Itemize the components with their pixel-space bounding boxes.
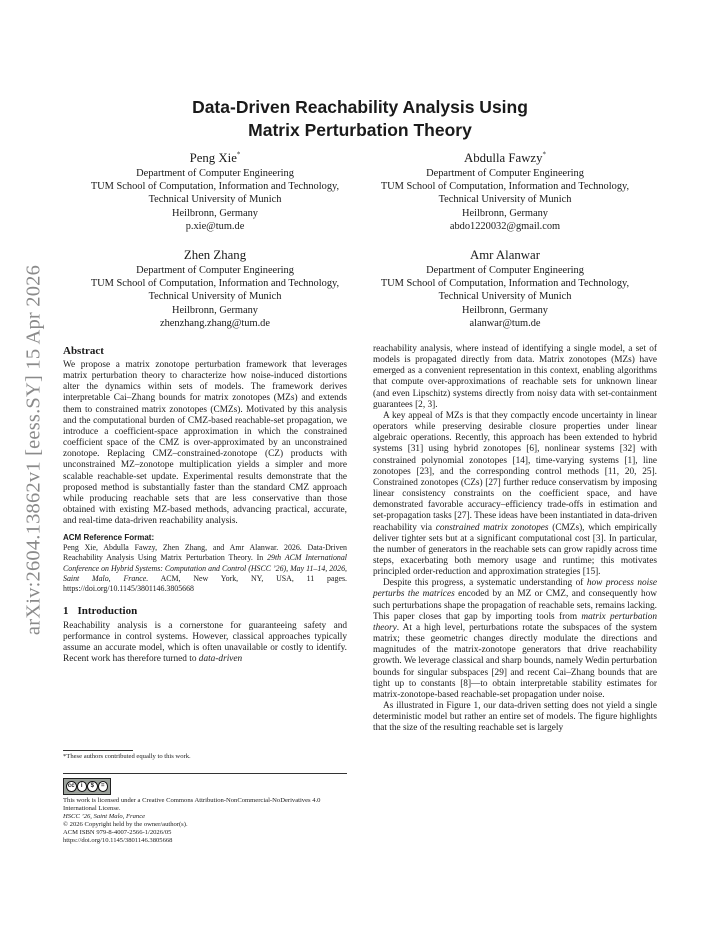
footnote: *These authors contributed equally to this work. bbox=[63, 753, 191, 760]
body-paragraph: A key appeal of MZs is that they compactly encode uncertainty in linear operators while preserving desirable closure properties under linear algebraic operations. Recently, this approach has been extended to hybrid systems [31] using hybrid zonotopes [6], nonlinear systems [32] with constrained polynomial zonotopes [14], time-varying systems [1], line zonotopes [23], and the corresponding control methods [11, 20, 25]. Constrained zonotopes (CZs) [27] further reduce conservatism by imposing linear consistency constraints on the coefficient space, and have demonstrated favorable accuracy–efficiency trade-offs in estimation and set-propagation tasks [27]. These ideas have been instantiated in data-driven reachability via constrained matrix zonotopes (CMZs), which empirically deliver tighter sets but at a significant computational cost [3]. In particular, the number of generators in the reachable sets can grow rapidly across time steps, exacerbating both memory usage and runtime; this motivates principled order-reduction and approximation strategies [15]. bbox=[373, 410, 658, 578]
body-paragraph: As illustrated in Figure 1, our data-driven setting does not yield a single deterministic model but rather an entire set of models. The figure highlights that the size of the resulting reachable set is largely bbox=[373, 701, 657, 734]
author-location: Heilbronn, Germany bbox=[172, 304, 258, 316]
nc-icon: $ bbox=[87, 781, 98, 792]
author-dept: Department of Computer Engineering bbox=[426, 265, 584, 276]
author-school: TUM School of Computation, Information and Technology, bbox=[90, 181, 340, 193]
isbn-line: ACM ISBN 979-8-4007-2566-1/2026/05 bbox=[63, 829, 172, 837]
author-block bbox=[70, 248, 360, 330]
introduction-text: Reachability analysis is a cornerstone for guaranteeing safety and performance in control systems. However, classical approaches typically assume an accurate model, which is often unavailable or costly to identify. Recent work has therefore turned to data-driven bbox=[63, 620, 347, 665]
section-heading-introduction: 1 Introduction bbox=[63, 604, 138, 617]
body-paragraph: reachability analysis, where instead of identifying a single model, a set of models is propagated directly from data. Matrix zonotopes (MZs) have emerged as a convenient representation in this context, enabling algorithms that compute over-approximations of reachable sets for unknown linear (and even Lipschitz) systems directly from noisy data with set-containment guarantees [2, 3]. bbox=[373, 344, 657, 410]
author-dept: Department of Computer Engineering bbox=[136, 265, 294, 276]
author-location: Heilbronn, Germany bbox=[462, 304, 548, 316]
author-univ: Technical University of Munich bbox=[438, 194, 572, 206]
author-block bbox=[70, 151, 360, 233]
left-column bbox=[63, 344, 347, 665]
author-name: Amr Alanwar bbox=[469, 248, 540, 262]
author-school: TUM School of Computation, Information and Technology, bbox=[380, 181, 630, 193]
right-column bbox=[373, 344, 657, 734]
abstract-heading: Abstract bbox=[63, 345, 104, 357]
author-email[interactable]: p.xie@tum.de bbox=[185, 220, 245, 232]
license-statement: This work is licensed under a Creative Commons Attribution-NonCommercial-NoDerivatives 4.0 International License. bbox=[63, 797, 321, 813]
cc-icon: cc bbox=[66, 781, 77, 792]
body-paragraph: Despite this progress, a systematic understanding of how process noise perturbs the matrices encoded by an MZ or CMZ, and consequently how such perturbations shape the propagation of reachable sets, remains lacking. This paper closes that gap by importing tools from matrix perturbation theory. At a high level, perturbations rotate the subspaces of the system matrix; these geometric changes directly modulate the directions and magnitudes of the matrix-zonotope generators that drive reachability growth. We leverage classical and sharp bounds, namely Wedin perturbation bounds for singular subspaces [29] and recent Cai–Zhang bounds that are tight up to constants [8]—to obtain interpretable stability estimates for matrix-zonotope-based reachable-set propagation under noise. bbox=[373, 578, 657, 700]
author-univ: Technical University of Munich bbox=[438, 291, 572, 303]
author-email[interactable]: zhenzhang.zhang@tum.de bbox=[160, 317, 270, 329]
footnote-divider bbox=[63, 750, 133, 751]
acm-reference-text: Peng Xie, Abdulla Fawzy, Zhen Zhang, and Amr Alanwar. 2026. Data-Driven Reachability Analysis Using Matrix Perturbation Theory. In 29th ACM International Conference on Hybrid Systems: Computation and Control (HSCC ’26), May 11–14, 2026, Saint Malo, France. ACM, New York, NY, USA, 11 pages. https://doi.org/10.1145/3801146.3805668 bbox=[63, 543, 347, 593]
author-block bbox=[360, 248, 650, 330]
arxiv-identifier bbox=[14, 250, 54, 650]
author-dept: Department of Computer Engineering bbox=[136, 168, 294, 179]
by-icon: i bbox=[77, 781, 88, 792]
author-block bbox=[360, 151, 650, 233]
license-block bbox=[63, 797, 353, 846]
nd-icon: = bbox=[98, 781, 109, 792]
author-school: TUM School of Computation, Information and Technology, bbox=[90, 278, 340, 290]
copyright-line: © 2026 Copyright held by the owner/author(s). bbox=[63, 821, 188, 829]
author-email[interactable]: abdo1220032@gmail.com bbox=[449, 220, 561, 232]
paper-title bbox=[60, 96, 660, 142]
author-univ: Technical University of Munich bbox=[148, 194, 282, 206]
arxiv-identifier-text: arXiv:2604.13862v1 [eess.SY] 15 Apr 2026 bbox=[22, 264, 45, 636]
author-location: Heilbronn, Germany bbox=[462, 207, 548, 219]
license-divider bbox=[63, 773, 347, 774]
abstract-text: We propose a matrix zonotope perturbation framework that leverages matrix perturbation theory to characterize how noise-induced distortions alter the dynamics within sets of models. The framework derives interpretable Cai–Zhang bounds for matrix zonotopes (MZs) and extends them to constrained matrix zonotopes (CMZs). Motivated by this analysis and the computational burden of CMZ-based reachable-set propagation, we introduce a coefficient-space approximation in which the constrained coefficient space of the CMZ is over-approximated by an unconstrained zonotope. Replacing CMZ–constrained-zonotope (CZ) products with unconstrained MZ–zonotope multiplication yields a simpler and more scalable reachable-set update. Experimental results demonstrate that the proposed method is substantially faster than the standard CMZ approach while producing reachable sets that are less conservative than those obtained with existing MZ-based methods, advancing practical, accurate, and real-time data-driven reachability analysis. bbox=[63, 360, 347, 527]
doi-link[interactable]: https://doi.org/10.1145/3801146.3805668 bbox=[63, 837, 173, 845]
creative-commons-icon[interactable] bbox=[63, 778, 111, 795]
author-dept: Department of Computer Engineering bbox=[426, 168, 584, 179]
conference-line: HSCC ’26, Saint Malo, France bbox=[63, 813, 146, 821]
author-univ: Technical University of Munich bbox=[148, 291, 282, 303]
author-school: TUM School of Computation, Information and Technology, bbox=[380, 278, 630, 290]
title-line-2: Matrix Perturbation Theory bbox=[248, 120, 472, 140]
author-location: Heilbronn, Germany bbox=[172, 207, 258, 219]
author-name: Abdulla Fawzy* bbox=[463, 150, 547, 165]
author-name: Zhen Zhang bbox=[183, 248, 247, 262]
acm-reference-heading: ACM Reference Format: bbox=[63, 533, 155, 543]
author-name: Peng Xie* bbox=[189, 150, 241, 165]
author-email[interactable]: alanwar@tum.de bbox=[469, 317, 541, 329]
title-line-1: Data-Driven Reachability Analysis Using bbox=[192, 97, 528, 117]
